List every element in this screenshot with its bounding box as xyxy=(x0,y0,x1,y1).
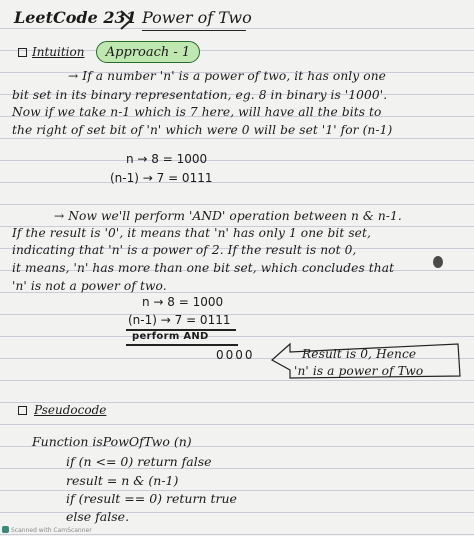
result-line-1: Result is 0, Hence xyxy=(302,347,417,361)
and-result: 0000 xyxy=(216,348,255,362)
operation-rule xyxy=(126,329,236,331)
page-title: LeetCode 231 xyxy=(14,8,137,27)
scanner-watermark xyxy=(2,526,92,534)
pseudocode-line-3: result = n & (n-1) xyxy=(66,473,179,488)
subtitle-underline xyxy=(142,30,246,31)
approach-badge xyxy=(96,41,200,63)
example2-line-1: n → 8 = 1000 xyxy=(142,295,224,309)
watermark-text: Scanned with CamScanner xyxy=(11,527,92,534)
checkbox-icon xyxy=(18,406,27,415)
pseudocode-line-4: if (result == 0) return true xyxy=(66,491,237,506)
intuition-line-2: bit set in its binary representation, eg. 8 in binary is '1000'. xyxy=(12,88,388,102)
intuition-line-1: → If a number 'n' is a power of two, it has only one xyxy=(68,69,386,83)
camscanner-logo-icon xyxy=(2,526,9,533)
intuition-line-7: indicating that 'n' is a power of 2. If the result is not 0, xyxy=(12,243,357,257)
example2-line-2: (n-1) → 7 = 0111 xyxy=(128,313,231,327)
pseudocode-heading: Pseudocode xyxy=(34,403,107,417)
page-subtitle: Power of Two xyxy=(142,8,252,27)
pseudocode-line-5: else false. xyxy=(66,509,130,524)
perform-and-label: perform AND xyxy=(132,331,209,342)
example1-line-1: n → 8 = 1000 xyxy=(126,152,208,166)
chevron-right-icon xyxy=(118,9,134,31)
pseudocode-line-2: if (n <= 0) return false xyxy=(66,454,212,469)
intuition-line-8: it means, 'n' has more than one bit set, which concludes that xyxy=(12,261,395,275)
intuition-line-6: If the result is '0', it means that 'n' has only 1 one bit set, xyxy=(12,226,371,240)
result-line-2: 'n' is a power of Two xyxy=(294,364,424,378)
ink-blot xyxy=(433,256,443,268)
approach-label: Approach - 1 xyxy=(105,45,191,60)
checkbox-icon xyxy=(18,48,27,57)
result-rule xyxy=(126,344,238,346)
intuition-line-3: Now if we take n-1 which is 7 here, will have all the bits to xyxy=(12,105,382,119)
intuition-line-5: → Now we'll perform 'AND' operation between n & n-1. xyxy=(54,209,402,223)
intuition-heading: Intuition xyxy=(32,45,85,59)
intuition-line-4: the right of set bit of 'n' which were 0 will be set '1' for (n-1) xyxy=(12,123,393,137)
pseudocode-line-1: Function isPowOfTwo (n) xyxy=(32,434,192,449)
intuition-line-9: 'n' is not a power of two. xyxy=(12,279,167,293)
example1-line-2: (n-1) → 7 = 0111 xyxy=(110,171,213,185)
